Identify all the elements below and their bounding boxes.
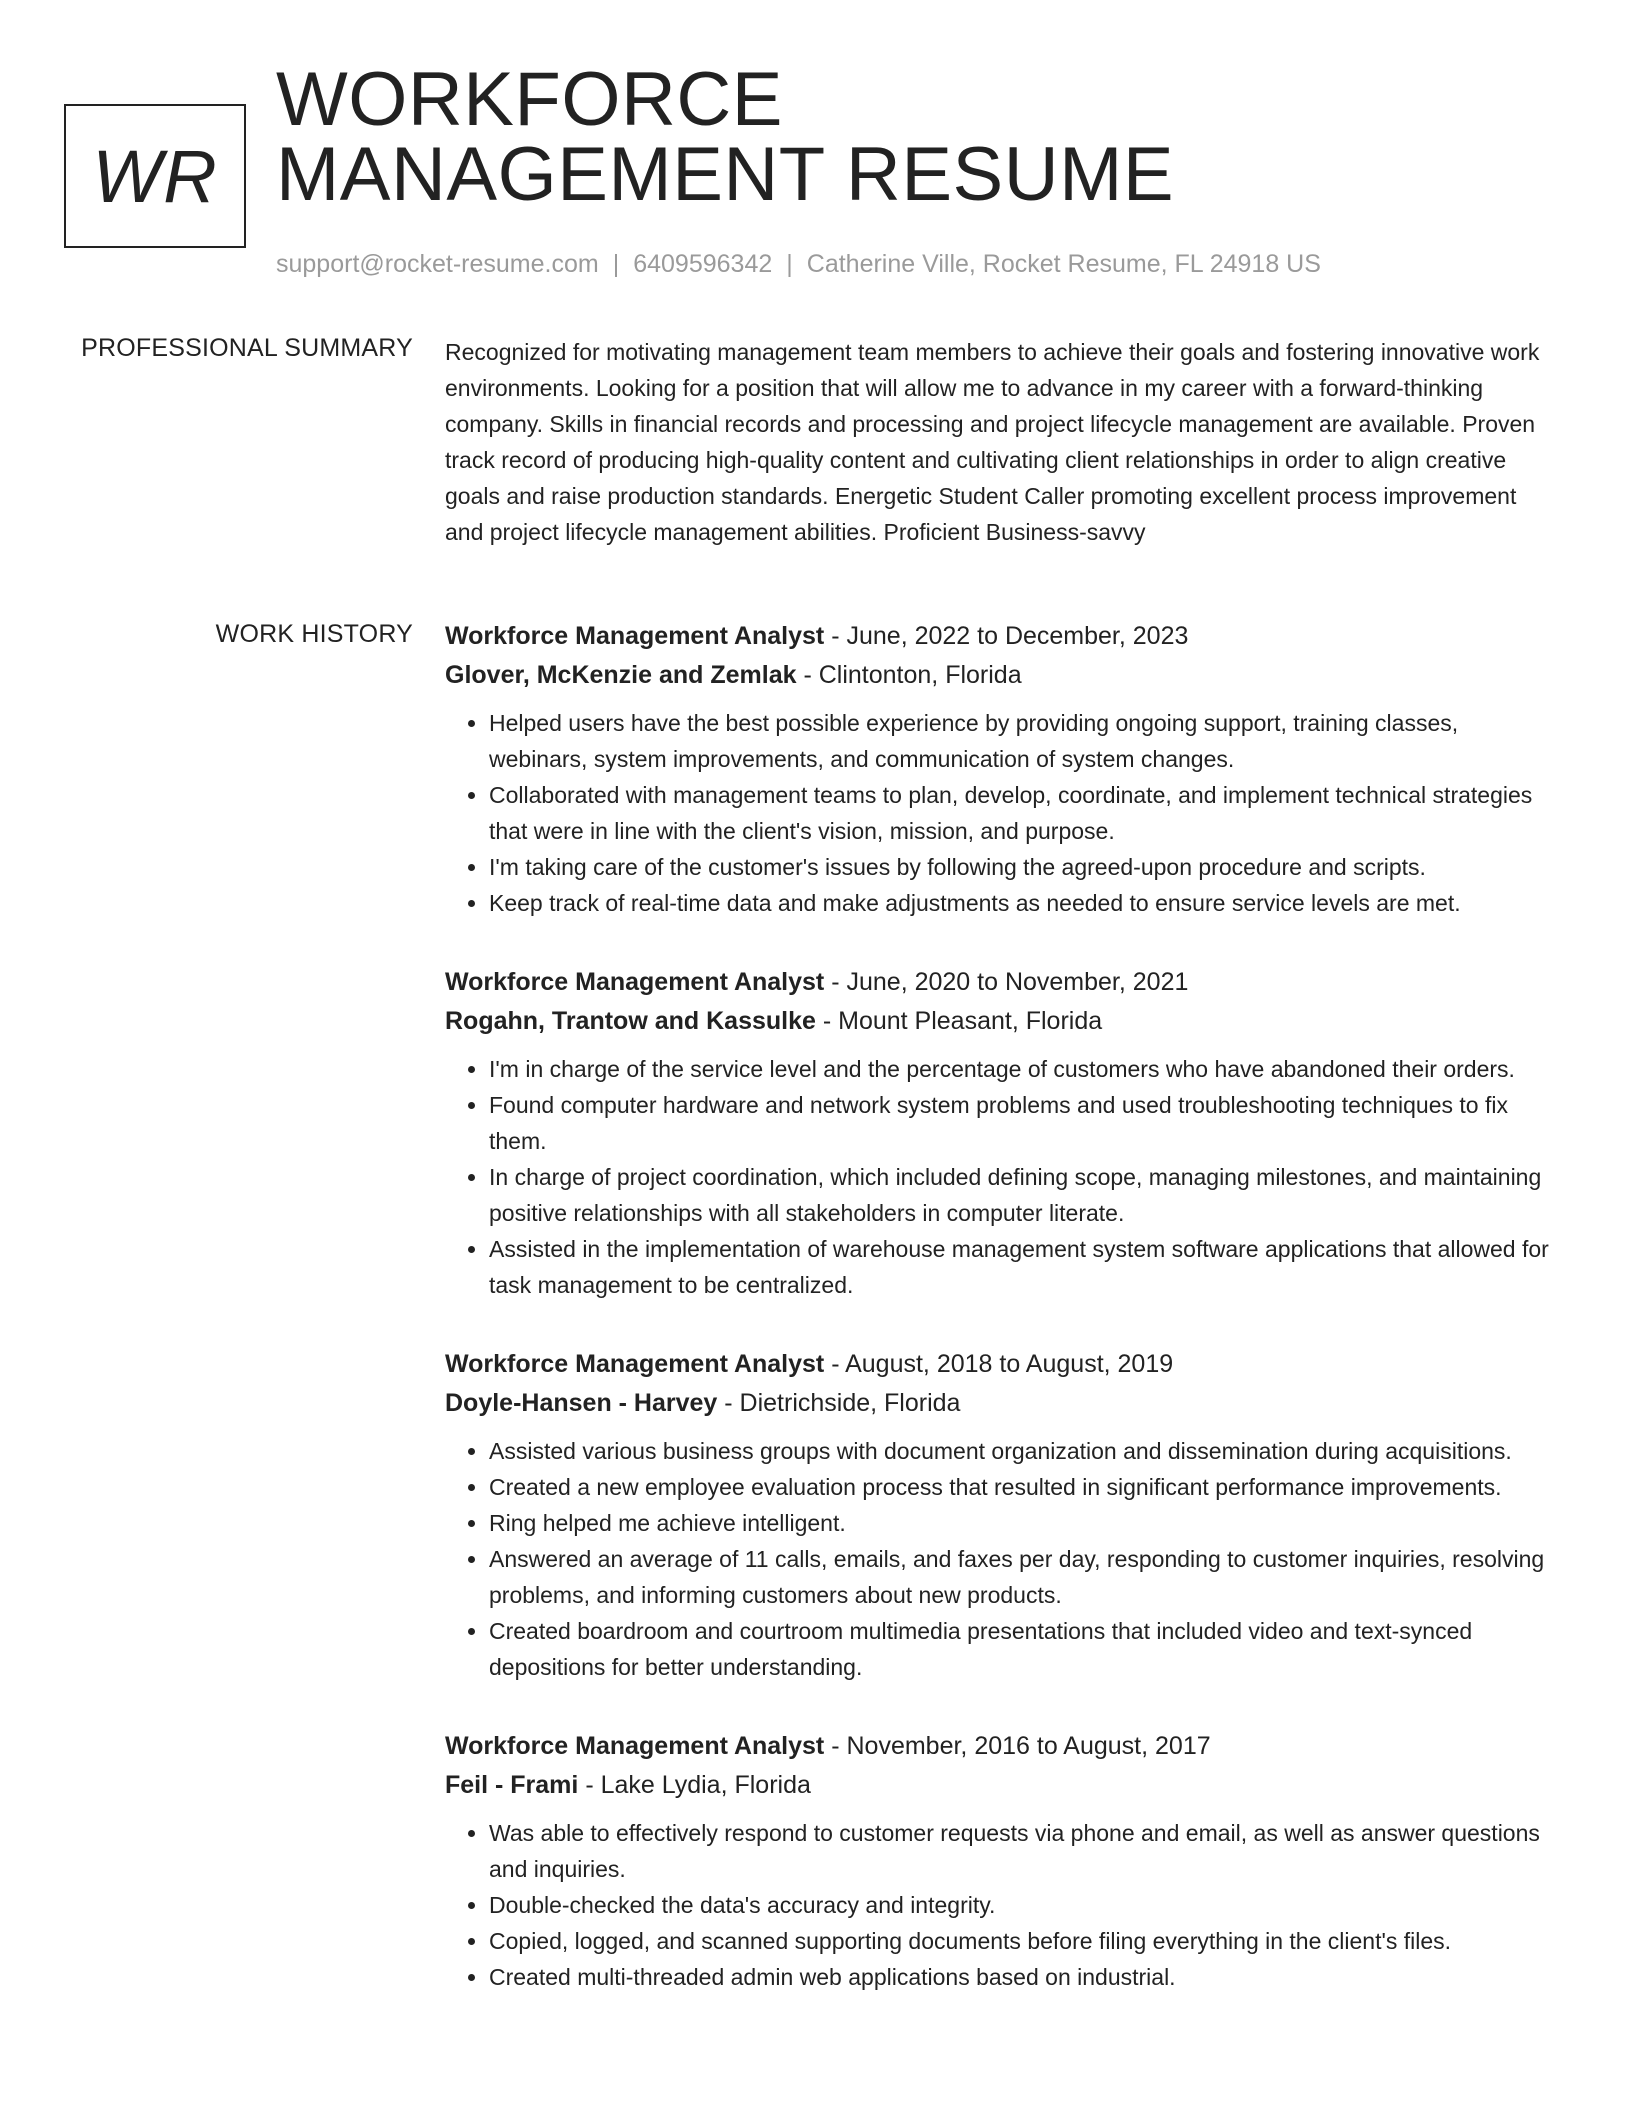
job-title: Workforce Management Analyst bbox=[445, 968, 825, 996]
job-title: Workforce Management Analyst bbox=[445, 622, 825, 650]
job-bullets bbox=[445, 705, 1560, 921]
job-company-line bbox=[445, 1384, 1560, 1423]
job-title: Workforce Management Analyst bbox=[445, 1732, 825, 1760]
job-company: Glover, McKenzie and Zemlak bbox=[445, 661, 797, 689]
job-company-line bbox=[445, 1766, 1560, 1805]
job-bullet: • Created a new employee evaluation process that resulted in significant performance improvements. bbox=[489, 1469, 1560, 1505]
job-entry bbox=[445, 617, 1560, 921]
job-bullet: • Collaborated with management teams to plan, develop, coordinate, and implement technical strategies that were in line with the client's vision, mission, and purpose. bbox=[489, 777, 1560, 849]
job-dates: - June, 2022 to December, 2023 bbox=[824, 622, 1189, 650]
contact-separator: | bbox=[612, 250, 620, 278]
job-bullet: • In charge of project coordination, which included defining scope, managing milestones, and maintaining positive relationships with all stakeholders in computer literate. bbox=[489, 1159, 1560, 1231]
work-history-body bbox=[445, 617, 1560, 2037]
job-dates: - August, 2018 to August, 2019 bbox=[824, 1350, 1174, 1378]
summary-body bbox=[445, 334, 1560, 550]
job-bullet: • Keep track of real-time data and make adjustments as needed to ensure service levels are met. bbox=[489, 885, 1560, 921]
resume-title bbox=[276, 57, 1175, 217]
job-bullet: • Assisted various business groups with document organization and dissemination during acquisitions. bbox=[489, 1433, 1560, 1469]
title-line-2: MANAGEMENT RESUME bbox=[276, 132, 1175, 217]
monogram-logo: WR bbox=[64, 104, 246, 248]
job-location: - Lake Lydia, Florida bbox=[578, 1771, 811, 1799]
job-company: Feil - Frami bbox=[445, 1771, 579, 1799]
job-title-line bbox=[445, 963, 1560, 1002]
job-bullet: • Created multi-threaded admin web applications based on industrial. bbox=[489, 1959, 1560, 1995]
contact-separator: | bbox=[786, 250, 793, 278]
job-bullet: • Helped users have the best possible experience by providing ongoing support, training classes, webinars, system improvements, and communication of system changes. bbox=[489, 705, 1560, 777]
job-bullet: • Assisted in the implementation of warehouse management system software applications that allowed for task management to be centralized. bbox=[489, 1231, 1560, 1303]
summary-text: Recognized for motivating management team members to achieve their goals and fostering innovative work environments. Looking for a position that will allow me to advance in my career with a forward-thinking company. Skills in financial records and processing and project lifecycle management are available. Proven track record of producing high-quality content and cultivating client relationships in order to align creative goals and raise production standards. Energetic Student Caller promoting excellent process improvement and project lifecycle management abilities. Proficient Business-savvy bbox=[445, 339, 1540, 545]
contact-phone[interactable]: 6409596342 bbox=[633, 250, 773, 278]
job-company-line bbox=[445, 656, 1560, 695]
job-dates: - June, 2020 to November, 2021 bbox=[824, 968, 1189, 996]
job-bullet: • I'm in charge of the service level and the percentage of customers who have abandoned their orders. bbox=[489, 1051, 1560, 1087]
job-bullet: • Created boardroom and courtroom multimedia presentations that included video and text-synced depositions for better understanding. bbox=[489, 1613, 1560, 1685]
job-bullets bbox=[445, 1815, 1560, 1995]
job-title-line bbox=[445, 617, 1560, 656]
job-entry bbox=[445, 1727, 1560, 1995]
job-company: Doyle-Hansen - Harvey bbox=[445, 1389, 718, 1417]
summary-heading: PROFESSIONAL SUMMARY bbox=[81, 334, 413, 362]
job-bullet: • Copied, logged, and scanned supporting documents before filing everything in the client's files. bbox=[489, 1923, 1560, 1959]
job-location: - Dietrichside, Florida bbox=[717, 1389, 961, 1417]
job-bullet: • Found computer hardware and network system problems and used troubleshooting techniques to fix them. bbox=[489, 1087, 1560, 1159]
job-bullet: • I'm taking care of the customer's issues by following the agreed-upon procedure and scripts. bbox=[489, 849, 1560, 885]
job-bullet: • Double-checked the data's accuracy and integrity. bbox=[489, 1887, 1560, 1923]
job-entry bbox=[445, 1345, 1560, 1685]
job-company-line bbox=[445, 1002, 1560, 1041]
job-title: Workforce Management Analyst bbox=[445, 1350, 825, 1378]
contact-line bbox=[276, 250, 1321, 279]
title-line-1: WORKFORCE bbox=[276, 57, 783, 142]
job-bullets bbox=[445, 1433, 1560, 1685]
contact-address: Catherine Ville, Rocket Resume, FL 24918 US bbox=[806, 250, 1321, 278]
job-dates: - November, 2016 to August, 2017 bbox=[824, 1732, 1211, 1760]
job-location: - Mount Pleasant, Florida bbox=[815, 1007, 1103, 1035]
job-location: - Clintonton, Florida bbox=[796, 661, 1022, 689]
contact-email[interactable]: support@rocket-resume.com bbox=[276, 250, 599, 278]
job-entry bbox=[445, 963, 1560, 1303]
job-title-line bbox=[445, 1727, 1560, 1766]
job-title-line bbox=[445, 1345, 1560, 1384]
job-bullet: • Was able to effectively respond to customer requests via phone and email, as well as answer questions and inquiries. bbox=[489, 1815, 1560, 1887]
job-company: Rogahn, Trantow and Kassulke bbox=[445, 1007, 816, 1035]
job-bullet: • Answered an average of 11 calls, emails, and faxes per day, responding to customer inquiries, resolving problems, and informing customers about new products. bbox=[489, 1541, 1560, 1613]
work-history-heading: WORK HISTORY bbox=[215, 620, 413, 648]
job-bullets bbox=[445, 1051, 1560, 1303]
job-bullet: • Ring helped me achieve intelligent. bbox=[489, 1505, 1560, 1541]
